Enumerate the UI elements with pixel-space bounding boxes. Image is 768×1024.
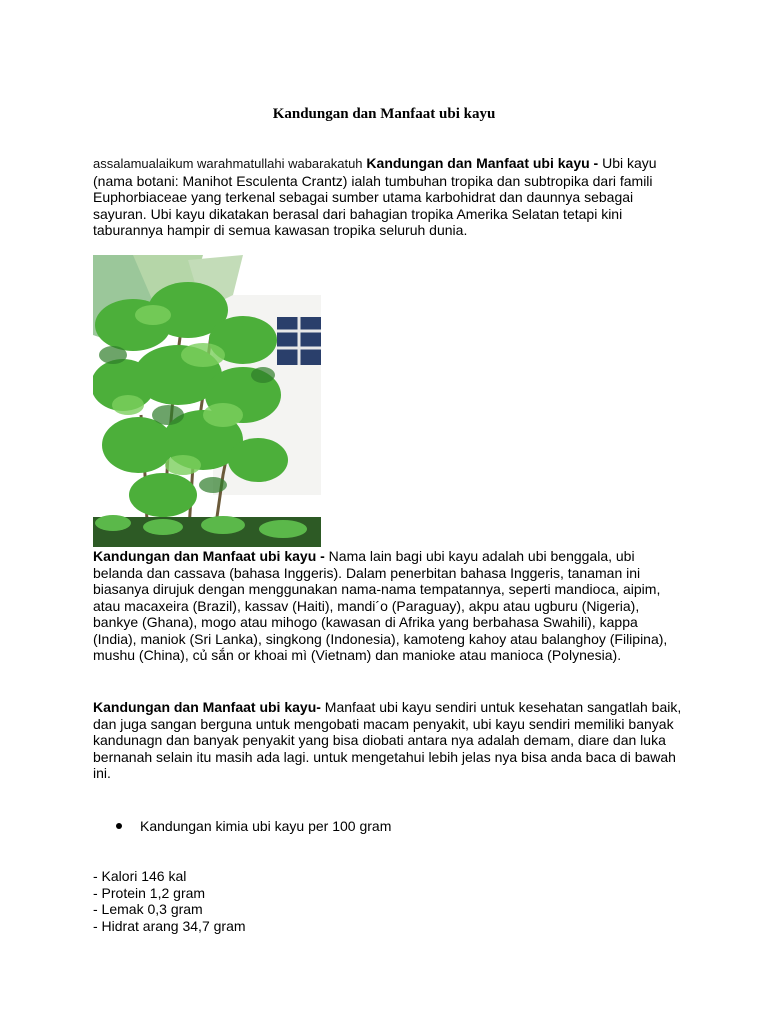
page-title: Kandungan dan Manfaat ubi kayu — [272, 106, 496, 122]
nutrient-item-carbohydrate: - Hidrat arang 34,7 gram — [93, 917, 246, 934]
benefit-bold-lead: Kandungan dan Manfaat ubi kayu- — [93, 699, 321, 715]
nutrient-item-fat: - Lemak 0,3 gram — [93, 901, 203, 917]
intro-text: Ubi kayu (nama botani: Manihot Esculenta Crantz) ialah tumbuhan tropika dan subtropika dari famili Euphorbiaceae yang terkenal sebagai sumber utama karbohidrat dan daunnya sebagai sayuran. Ubi kayu dikatakan berasal dari bahagian tropika Amerika Selatan tetapi kini taburannya hampir di semua kawasan tropika seluruh dunia. — [93, 155, 657, 238]
benefit-paragraph — [93, 699, 683, 782]
intro-bold-lead: Kandungan dan Manfaat ubi kayu - — [366, 155, 599, 171]
nutrient-list — [93, 868, 493, 934]
nutrient-item-protein: - Protein 1,2 gram — [93, 884, 206, 901]
names-bold-lead: Kandungan dan Manfaat ubi kayu - — [93, 548, 325, 564]
greeting-text: assalamualaikum warahmatullahi wabarakatuh — [93, 156, 363, 171]
bullet-dot-icon — [116, 823, 122, 829]
window-shape — [277, 317, 321, 365]
benefit-text: Manfaat ubi kayu sendiri untuk kesehatan sangatlah baik, dan juga sangan berguna untuk mengobati macam penyakit, ubi kayu sendiri memiliki banyak kandunagn dan banyak penyakit yang bisa diobati antara nya adalah demam, diare dan luka bernanah selain itu masih ada lagi. untuk mengetahui lebih jelas nya bisa anda baca di bawah ini. — [93, 699, 682, 781]
cassava-plant-image — [93, 255, 321, 547]
alternate-names-paragraph — [93, 548, 683, 664]
intro-paragraph — [93, 155, 683, 239]
bullet-list-item — [93, 817, 693, 835]
nutrient-item-calories: - Kalori 146 kal — [93, 868, 187, 884]
names-text: Nama lain bagi ubi kayu adalah ubi benggala, ubi belanda dan cassava (bahasa Inggeris). Dalam penerbitan bahasa Inggeris, tanaman ini biasanya dirujuk dengan menggunakan nama-nama tempatannya, seperti mandioca, aipim, atau macaxeira (Brazil), kassav (Haiti), mandi´o (Paraguay), akpu atau ugburu (Nigeria), bankye (Ghana), mogo atau mihogo (kawasan di Afrika yang berbahasa Swahili), kappa (India), maniok (Sri Lanka), singkong (Indonesia), kamoteng kahoy atau balanghoy (Filipina), mushu (China), củ sắn or khoai mì (Vietnam) dan manioke atau manioca (Polynesia). — [93, 548, 668, 663]
bullet-text: Kandungan kimia ubi kayu per 100 gram — [140, 818, 392, 834]
